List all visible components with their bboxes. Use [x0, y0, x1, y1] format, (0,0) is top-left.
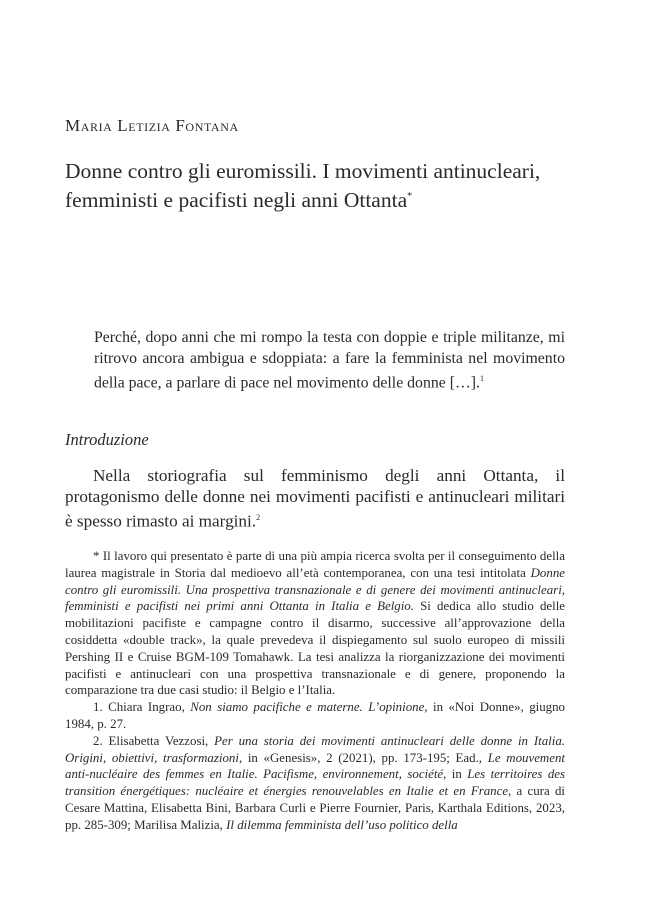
epigraph-footnote-ref: 1: [479, 374, 484, 383]
footnote-2: [65, 733, 565, 834]
footnote-text: , a cura di Cesare Mattina, Elisabetta Bini, Barbara Curli e Pierre Fournier, Paris, Karthala Editions, 2023, pp. 285-309; Marilisa Malizia,: [65, 784, 565, 832]
footnote-text: 1. Chiara Ingrao,: [93, 700, 191, 715]
footnote-1: [65, 699, 565, 733]
footnote-star: [65, 548, 565, 699]
author-name: Maria Letizia Fontana: [65, 116, 239, 135]
footnote-italic: Il dilemma femminista dell’uso politico della: [226, 817, 458, 832]
section-heading: Introduzione: [65, 430, 149, 449]
article-title: [65, 158, 575, 213]
footnote-italic: Le mouvement anti-nucléaire des femmes en Italie. Pacifisme, environnement, société: [65, 750, 565, 782]
title-line-1: Donne contro gli euromissili. I movimenti antinucleari,: [65, 159, 541, 183]
title-line-2: femministi e pacifisti negli anni Ottanta: [65, 188, 408, 213]
footnote-text: 2. Elisabetta Vezzosi,: [93, 733, 215, 748]
paragraph-footnote-ref: 2: [256, 513, 261, 522]
footnote-italic: Les territoires des transition énergétiques: nucléaire et énergies renouvelables en Italie et en France: [65, 767, 566, 799]
epigraph-quote: [94, 328, 565, 394]
footnote-italic: Per una storia dei movimenti antinucleari delle donne in Italia. Origini, obiettivi, trasformazioni: [65, 733, 565, 765]
body-paragraph: [65, 465, 565, 532]
footnote-text: * Il lavoro qui presentato è parte di una più ampia ricerca svolta per il conseguimento della laurea magistrale in Storia dal medioevo all’età contemporanea, con una tesi intitolata: [65, 549, 565, 580]
paragraph-text: Nella storiografia sul femminismo degli anni Ottanta, il protagonismo delle donne nei movimenti pacifisti e antinucleari militari è spesso rimasto ai margini.: [65, 466, 565, 531]
epigraph-text: Perché, dopo anni che mi rompo la testa con doppie e triple militanze, mi ritrovo ancora ambigua e sdoppiata: a fare la femminista nel movimento della pace, a parlare di pace nel movimento delle donne […].: [94, 329, 565, 392]
footnote-text: Si dedica allo studio delle mobilitazioni pacifiste e campagne contro il disarmo, successive all’approvazione della cosiddetta «double track», la quale prevedeva il dispiegamento sul suolo europeo di missili Pershing II e Cruise BGM-109 Tomahawk. La tesi analizza la riorganizzazione dei movimenti pacifisti e antinucleari con una prospettiva transnazionale e di genere, proponendo la comparazione tra due casi studio: il Belgio e l’Italia.: [65, 599, 566, 698]
footnote-text: , in: [443, 767, 468, 782]
title-footnote-mark: *: [407, 191, 413, 202]
footnote-italic: Non siamo pacifiche e materne. L’opinione: [190, 700, 425, 715]
footnote-italic: Donne contro gli euromissili. Una prospettiva transnazionale e di genere dei movimenti antinucleari, femministi e pacifisti nei primi anni Ottanta in Italia e Belgio.: [65, 565, 565, 614]
footnote-text: , in «Noi Donne», giugno 1984, p. 27.: [65, 700, 566, 731]
footnotes: [65, 548, 565, 834]
footnote-text: , in «Genesis», 2 (2021), pp. 173-195; Ead.,: [238, 750, 488, 765]
